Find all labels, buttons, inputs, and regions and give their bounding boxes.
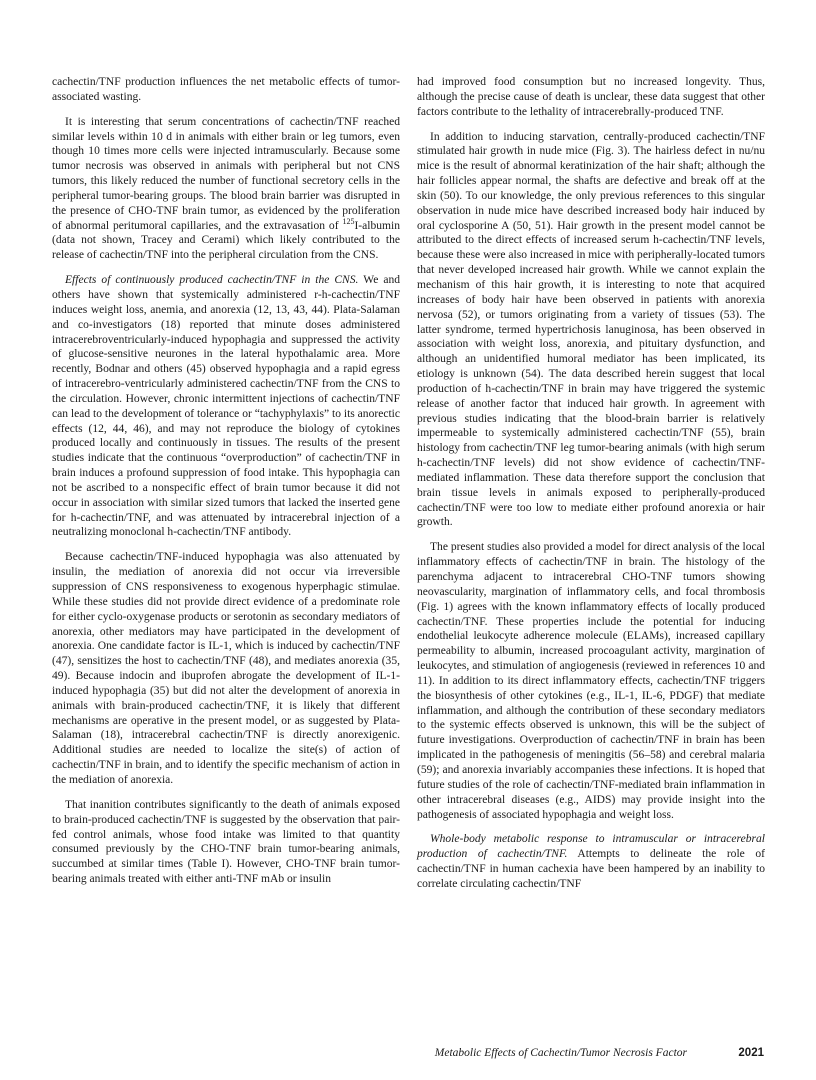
- isotope-superscript: 125: [342, 216, 355, 226]
- paragraph: [417, 832, 765, 891]
- paragraph: That inanition contributes significantly to the death of animals exposed to brain-produced cachectin/TNF is suggested by the observation that pair-fed control animals, whose food intake was limited to that quantity consumed previously by the CHO-TNF brain tumor-bearing animals, succumbed at similar times (Table I). However, CHO-TNF brain tumor-bearing animals treated with either anti-TNF mAb or insulin: [52, 798, 400, 886]
- paragraph-text: We and others have shown that systemically administered r-h-cachectin/TNF induces weight loss, anemia, and anorexia (12, 13, 43, 44). Plata-Salaman and co-investigators (18) reported that minute doses administered intracerebroventricularly-induced hypophagia and suppressed the activity of glucose-sensitive neurones in the lateral hypothalamic area. More recently, Bodnar and others (45) observed hypophagia and a rapid egress of intracerebro-ventricularly administered cachectin/TNF from the CNS to the circulation. However, chronic intermittent injections of cachectin/TNF can lead to the development of tolerance or “tachyphylaxis” to its anorectic effects (12, 44, 46), and may not reproduce the biology of cytokines produced locally and continuously in tissues. The results of the present studies indicate that the continuous “overproduction” of cachectin/TNF in brain induces a profound suppression of food intake. This hypophagia can not be ascribed to a nonspecific effect of brain tumor because it did not occur in association with similar sized tumors that lacked the inserted gene for h-cachectin/TNF, and was attenuated by intracerebral injection of a neutralizing monoclonal h-cachectin/TNF antibody.: [52, 274, 400, 539]
- right-column: [417, 75, 765, 892]
- running-title: Metabolic Effects of Cachectin/Tumor Necrosis Factor: [434, 1047, 687, 1059]
- paragraph: The present studies also provided a model for direct analysis of the local inflammatory effects of cachectin/TNF in brain. The histology of the parenchyma adjacent to intracerebral CHO-TNF tumors showing neovascularity, margination of inflammatory cells, and focal thrombosis (Fig. 1) agrees with the known inflammatory effects of locally produced cachectin/TNF. These properties include the potential for inducing endothelial leukocyte adherence molecule (ELAMs), increased capillary permeability to albumin, increased procoagulant activity, margination of leukocytes, and stimulation of angiogenesis (reviewed in references 10 and 11). In addition to its direct inflammatory effects, cachectin/TNF triggers the biosynthesis of other cytokines (e.g., IL-1, IL-6, PDGF) that mediate inflammation, and although the contribution of these secondary mediators to the systemic effects observed is unknown, this will be the subject of future investigations. Overproduction of cachectin/TNF in brain has been implicated in the pathogenesis of meningitis (56–58) and cerebral malaria (59); and anorexia invariably accompanies these infections. It is hoped that future studies of the role of cachectin/TNF-mediated brain inflammation in other intracerebral diseases (e.g., AIDS) may provide insight into the pathogenesis of associated hypophagia and weight loss.: [417, 541, 765, 821]
- section-heading: Whole-body metabolic response to intramuscular or intracerebral production of cachectin/TNF.: [417, 833, 765, 861]
- paragraph-text: I-albumin (data not shown, Tracey and Cerami) which likely contributed to the release of cachectin/TNF into the peripheral circulation from the CNS.: [52, 219, 400, 262]
- paragraph: had improved food consumption but no increased longevity. Thus, although the precise cause of death is unclear, these data suggest that other factors contribute to the lethality of intracerebrally-produced TNF.: [417, 76, 765, 118]
- section-heading: Effects of continuously produced cachectin/TNF in the CNS.: [65, 274, 359, 287]
- paragraph: [52, 273, 400, 540]
- paragraph: Because cachectin/TNF-induced hypophagia was also attenuated by insulin, the mediation of anorexia did not occur via irreversible suppression of CNS responsiveness to exogenous hyperphagic stimulae. While these studies did not provide direct evidence of a predominate role for either cyclo-oxygenase products or serotonin as secondary mediators of anorexia, other mediators may have participated in the development of anorexia. One candidate factor is IL-1, which is induced by cachectin/TNF (47), sensitizes the host to cachectin/TNF (48), and mediates anorexia (35, 49). Because indocin and ibuprofen abrogate the development of IL-1-induced hypophagia (35) but did not alter the development of anorexia in animals with brain-produced cachectin/TNF, it is likely that different mechanisms are operative in the present model, or as suggested by Plata-Salaman (18), intracerebral cachectin/TNF is directly anorexigenic. Additional studies are needed to localize the site(s) of action of cachectin/TNF in brain, and to identify the specific mechanism of action in the mediation of anorexia.: [52, 551, 400, 786]
- paragraph: cachectin/TNF production influences the net metabolic effects of tumor-associated wasting.: [52, 76, 400, 103]
- left-column: [52, 75, 400, 887]
- paragraph-text: Attempts to delineate the role of cachectin/TNF in human cachexia have been hampered by an inability to correlate circulating cachectin/TNF: [417, 848, 765, 890]
- page-number: 2021: [738, 1047, 764, 1059]
- paragraph-text: It is interesting that serum concentrations of cachectin/TNF reached similar levels within 10 d in animals with either brain or leg tumors, even though 10 times more cells were injected intramuscularly. Because some tumor necrosis was observed in animals with peripheral but not CNS tumors, this likely reduced the number of functional secretory cells in the peripheral tumor-bearing groups. The blood brain barrier was disrupted in the presence of CHO-TNF brain tumor, as evidenced by the proliferation of abnormal peritumoral capillaries, and the extravasation of: [52, 115, 400, 232]
- page-footer: [0, 1047, 816, 1067]
- paragraph: In addition to inducing starvation, centrally-produced cachectin/TNF stimulated hair growth in nude mice (Fig. 3). The hairless defect in nu/nu mice is the result of abnormal keratinization of the hair shaft; although the hair follicles appear normal, the shafts are defective and break off at the skin (50). To our knowledge, the only previous references to this singular observation in nude mice have described increased body hair induced by oral cyclosporine A (50, 51). Hair growth in the present model cannot be attributed to the direct effects of increased serum h-cachectin/TNF levels, because these were also increased in mice with peripherally-located tumors that never developed increased hair growth. While we cannot explain the mechanism of this hair growth, it is interesting to note that acquired increases of body hair have been observed in patients with anorexia nervosa (52), or tumors originating from a variety of tissues (53). The latter syndrome, termed hypertrichosis lanuginosa, has been observed in association with weight loss, anorexia, and pituitary dysfunction, and although an unidentified humoral mediator has been implicated, its etiology is unknown (54). The data described herein suggest that local production of h-cachectin/TNF in brain may have triggered the systemic release of another factor that induced hair growth. In agreement with previous studies indicating that the blood-brain barrier is relatively impermeable to systemically administered cachectin/TNF (55), brain histology from cachectin/TNF leg tumor-bearing animals (with high serum h-cachectin/TNF levels) did not show evidence of cachectin/TNF-mediated inflammation. These data therefore support the conclusion that brain tissue levels in animals exposed to peripherally-produced cachectin/TNF were too low to mediate either profound anorexia or hair growth.: [417, 130, 765, 529]
- paragraph: [52, 115, 400, 263]
